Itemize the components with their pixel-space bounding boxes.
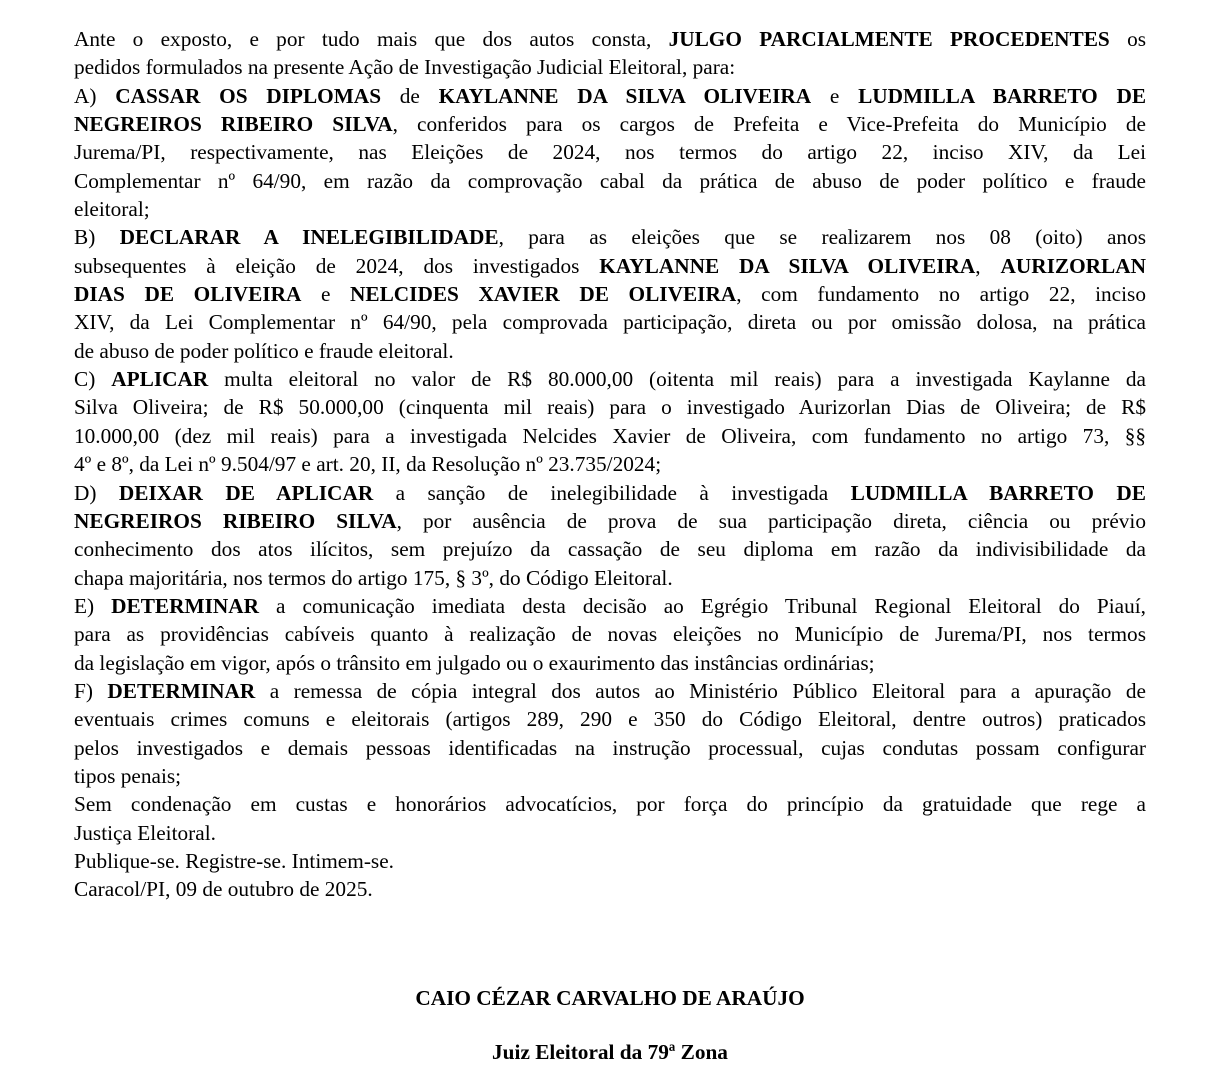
paragraph-item-d bbox=[74, 479, 1146, 592]
text-run: subsequentes à eleição de 2024, dos investigados bbox=[74, 253, 600, 278]
text-line bbox=[74, 450, 1146, 478]
text-run: C) bbox=[74, 367, 112, 392]
text-line bbox=[74, 649, 1146, 677]
bold-text: DIAS DE OLIVEIRA bbox=[74, 282, 302, 307]
text-run: A) bbox=[74, 83, 116, 108]
text-run: pelos investigados e demais pessoas identificadas na instrução processual, cujas condutas possam configurar bbox=[74, 735, 1146, 760]
text-run: , por ausência de prova de sua participação direta, ciência ou prévio bbox=[396, 508, 1146, 533]
text-line bbox=[74, 393, 1146, 421]
text-line bbox=[74, 110, 1146, 138]
text-run: pedidos formulados na presente Ação de Investigação Judicial Eleitoral, para: bbox=[74, 55, 736, 80]
text-line bbox=[74, 790, 1146, 818]
text-line bbox=[74, 82, 1146, 110]
text-line bbox=[74, 25, 1146, 53]
text-line bbox=[74, 819, 1146, 847]
text-line bbox=[74, 705, 1146, 733]
text-run: , para as eleições que se realizarem nos 08 (oito) anos bbox=[498, 225, 1146, 250]
text-line bbox=[74, 847, 1146, 875]
paragraph-item-e bbox=[74, 592, 1146, 677]
bold-text: LUDMILLA BARRETO DE bbox=[850, 480, 1146, 505]
bold-text: NEGREIROS RIBEIRO SILVA bbox=[74, 112, 393, 137]
text-run: Silva Oliveira; de R$ 50.000,00 (cinquenta mil reais) para o investigado Aurizorlan Dias de Oliveira; de R$ bbox=[74, 395, 1146, 420]
text-run: Sem condenação em custas e honorários advocatícios, por força do princípio da gratuidade que rege a bbox=[74, 792, 1146, 817]
paragraph-item-b bbox=[74, 223, 1146, 365]
paragraph-intro bbox=[74, 25, 1146, 82]
paragraph-place-date bbox=[74, 875, 1146, 903]
text-run: tipos penais; bbox=[74, 763, 182, 788]
bold-text: DETERMINAR bbox=[111, 593, 260, 618]
text-run: conhecimento dos atos ilícitos, sem prejuízo da cassação de seu diploma em razão da indivisibilidade da bbox=[74, 537, 1146, 562]
text-line bbox=[74, 564, 1146, 592]
text-line bbox=[74, 422, 1146, 450]
text-run: para as providências cabíveis quanto à realização de novas eleições no Município de Jurema/PI, nos termos bbox=[74, 622, 1146, 647]
text-line bbox=[74, 365, 1146, 393]
text-run: F) bbox=[74, 678, 108, 703]
signature-block bbox=[0, 983, 1220, 1067]
text-run: , com fundamento no artigo 22, inciso bbox=[736, 282, 1146, 307]
text-run: Complementar nº 64/90, em razão da comprovação cabal da prática de abuso de poder político e fraude bbox=[74, 168, 1146, 193]
bold-text: LUDMILLA BARRETO DE bbox=[858, 83, 1146, 108]
text-run: Publique-se. Registre-se. Intimem-se. bbox=[74, 848, 394, 873]
text-run: XIV, da Lei Complementar nº 64/90, pela comprovada participação, direta ou por omissão dolosa, na prática bbox=[74, 310, 1146, 335]
text-line bbox=[74, 167, 1146, 195]
judge-name: CAIO CÉZAR CARVALHO DE ARAÚJO bbox=[415, 986, 805, 1010]
text-run: os bbox=[1109, 27, 1146, 51]
text-line bbox=[74, 535, 1146, 563]
bold-text: DECLARAR A INELEGIBILIDADE bbox=[119, 225, 499, 250]
text-run: Jurema/PI, respectivamente, nas Eleições de 2024, nos termos do artigo 22, inciso XIV, da Lei bbox=[74, 140, 1146, 165]
text-line bbox=[74, 479, 1146, 507]
text-line bbox=[74, 337, 1146, 365]
text-run: a comunicação imediata desta decisão ao Egrégio Tribunal Regional Eleitoral do Piauí, bbox=[259, 593, 1146, 618]
text-run: e bbox=[811, 83, 859, 108]
text-line bbox=[74, 507, 1146, 535]
text-line bbox=[74, 280, 1146, 308]
text-run: eventuais crimes comuns e eleitorais (artigos 289, 290 e 350 do Código Eleitoral, dentre outros) praticados bbox=[74, 707, 1146, 732]
decision-body bbox=[74, 25, 1146, 904]
text-run: a sanção de inelegibilidade à investigada bbox=[373, 480, 851, 505]
text-line bbox=[74, 592, 1146, 620]
text-run: E) bbox=[74, 593, 112, 618]
text-run: Ante o exposto, e por tudo mais que dos autos consta, bbox=[74, 27, 669, 51]
text-line bbox=[74, 734, 1146, 762]
paragraph-item-a bbox=[74, 82, 1146, 224]
bold-text: DEIXAR DE APLICAR bbox=[118, 480, 374, 505]
bold-text: KAYLANNE DA SILVA OLIVEIRA bbox=[599, 253, 976, 278]
text-line bbox=[74, 620, 1146, 648]
text-run: e bbox=[301, 282, 351, 307]
text-line bbox=[74, 223, 1146, 251]
text-line bbox=[74, 53, 1146, 81]
paragraph-item-f bbox=[74, 677, 1146, 790]
text-run: , conferidos para os cargos de Prefeita e Vice-Prefeita do Município de bbox=[392, 112, 1146, 137]
text-run: Justiça Eleitoral. bbox=[74, 820, 216, 845]
text-run: 10.000,00 (dez mil reais) para a investigada Nelcides Xavier de Oliveira, com fundamento no artigo 73, §§ bbox=[74, 423, 1146, 448]
text-line bbox=[74, 308, 1146, 336]
judge-role: Juiz Eleitoral da 79ª Zona bbox=[492, 1040, 728, 1064]
text-run: multa eleitoral no valor de R$ 80.000,00 (oitenta mil reais) para a investigada Kaylanne da bbox=[208, 367, 1146, 392]
text-line bbox=[74, 252, 1146, 280]
text-run: Caracol/PI, 09 de outubro de 2025. bbox=[74, 877, 373, 902]
text-run: , bbox=[975, 253, 1001, 278]
text-run: de bbox=[381, 83, 439, 108]
text-line bbox=[74, 138, 1146, 166]
bold-text: KAYLANNE DA SILVA OLIVEIRA bbox=[438, 83, 812, 108]
text-line bbox=[74, 677, 1146, 705]
text-run: eleitoral; bbox=[74, 197, 150, 222]
paragraph-publish bbox=[74, 847, 1146, 875]
text-line bbox=[74, 762, 1146, 790]
bold-text: JULGO PARCIALMENTE PROCEDENTES bbox=[668, 27, 1110, 51]
bold-text: CASSAR OS DIPLOMAS bbox=[115, 83, 382, 108]
text-run: de abuso de poder político e fraude eleitoral. bbox=[74, 338, 454, 363]
text-run: chapa majoritária, nos termos do artigo 175, § 3º, do Código Eleitoral. bbox=[74, 565, 673, 590]
bold-text: DETERMINAR bbox=[107, 678, 256, 703]
text-line bbox=[74, 195, 1146, 223]
text-run: a remessa de cópia integral dos autos ao Ministério Público Eleitoral para a apuração de bbox=[255, 678, 1146, 703]
bold-text: APLICAR bbox=[111, 367, 209, 392]
text-run: D) bbox=[74, 480, 119, 505]
text-run: da legislação em vigor, após o trânsito em julgado ou o exaurimento das instâncias ordinárias; bbox=[74, 650, 875, 675]
text-run: 4º e 8º, da Lei nº 9.504/97 e art. 20, II, da Resolução nº 23.735/2024; bbox=[74, 452, 662, 477]
bold-text: NEGREIROS RIBEIRO SILVA bbox=[74, 508, 397, 533]
text-line bbox=[74, 875, 1146, 903]
bold-text: NELCIDES XAVIER DE OLIVEIRA bbox=[350, 282, 737, 307]
paragraph-costs bbox=[74, 790, 1146, 847]
text-run: B) bbox=[74, 225, 120, 250]
paragraph-item-c bbox=[74, 365, 1146, 478]
bold-text: AURIZORLAN bbox=[1000, 253, 1146, 278]
